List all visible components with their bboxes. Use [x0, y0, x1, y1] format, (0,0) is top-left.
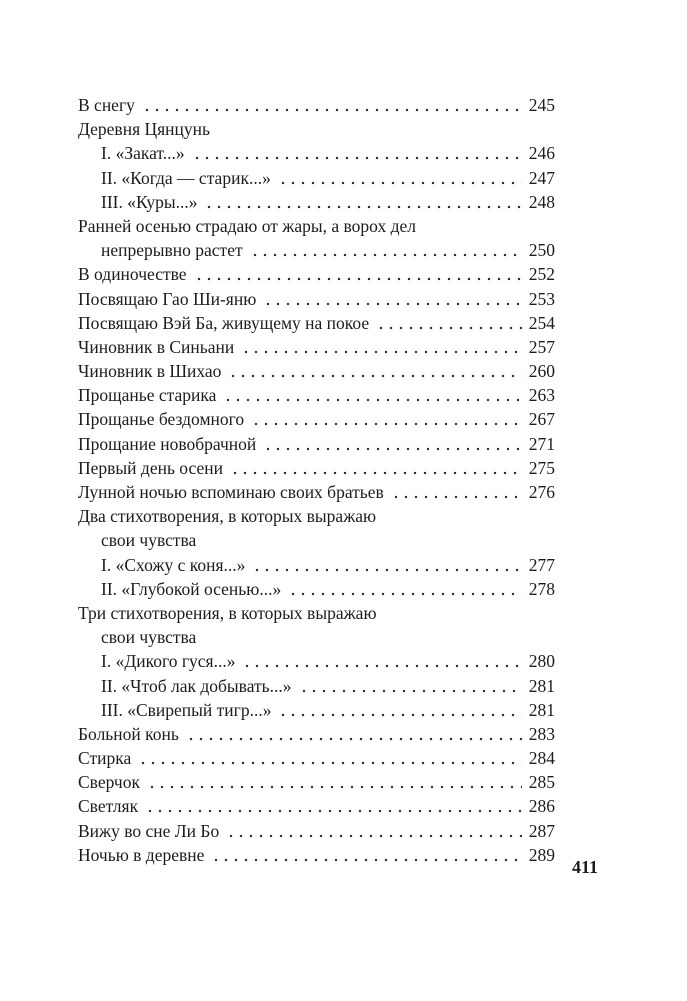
- dot-leader: [230, 456, 522, 480]
- dot-leader: [391, 480, 522, 504]
- toc-entry-title: I. «Дикого гуся...»: [101, 651, 236, 672]
- dot-leader: [252, 553, 521, 577]
- toc-entry-title: Ночью в деревне: [78, 844, 205, 865]
- toc-entry-title: Лунной ночью вспоминаю своих братьев: [78, 482, 384, 502]
- toc-entry-title: II. «Когда — старик...»: [101, 167, 271, 188]
- toc-entry: [78, 819, 555, 843]
- table-of-contents: [78, 93, 555, 867]
- toc-entry-page: 245: [528, 95, 555, 115]
- toc-entry-page: 260: [528, 361, 555, 382]
- toc-entry-title: В снегу: [78, 95, 135, 115]
- toc-entry: [78, 722, 555, 746]
- toc-entry-title: Прощанье старика: [78, 385, 217, 406]
- toc-entry: [78, 141, 555, 165]
- toc-entry: [78, 262, 555, 286]
- toc-entry-title: III. «Куры...»: [101, 191, 198, 212]
- toc-entry: [78, 432, 555, 456]
- toc-entry-title: Первый день осени: [78, 457, 223, 478]
- page-number: 411: [572, 857, 599, 877]
- toc-entry: [78, 794, 555, 818]
- toc-entry: [78, 770, 555, 794]
- toc-entry-title: II. «Чтоб лак добывать...»: [101, 675, 292, 696]
- toc-entry-page: 254: [528, 312, 555, 333]
- toc-entry-page: 278: [528, 578, 555, 599]
- toc-entry-title: Посвящаю Вэй Ба, живущему на покое: [78, 312, 370, 333]
- dot-leader: [263, 287, 521, 311]
- toc-entry-page: 250: [528, 240, 555, 261]
- toc-entry: [78, 190, 555, 214]
- dot-leader: [194, 262, 522, 286]
- dot-leader: [145, 794, 522, 818]
- toc-entry-title: I. «Схожу с коня...»: [101, 554, 246, 575]
- toc-entry: [78, 746, 555, 770]
- toc-entry-page: 263: [528, 385, 555, 406]
- toc-entry: [78, 238, 555, 262]
- dot-leader: [251, 407, 522, 431]
- toc-entry-title: Чиновник в Синьани: [78, 336, 235, 357]
- toc-entry: [78, 214, 555, 238]
- toc-entry: [78, 843, 555, 867]
- toc-entry-page: 276: [528, 482, 555, 502]
- dot-leader: [299, 674, 522, 698]
- toc-entry-page: 281: [528, 675, 555, 696]
- dot-leader: [250, 238, 522, 262]
- dot-leader: [288, 577, 522, 601]
- toc-entry-title: I. «Закат...»: [101, 143, 185, 164]
- dot-leader: [147, 770, 522, 794]
- toc-entry: [78, 383, 555, 407]
- toc-entry-title: непрерывно растет: [101, 240, 243, 261]
- toc-entry-page: 277: [528, 554, 555, 575]
- toc-entry: [78, 698, 555, 722]
- dot-leader: [142, 93, 522, 117]
- toc-entry: [78, 649, 555, 673]
- toc-entry: [78, 166, 555, 190]
- dot-leader: [278, 698, 521, 722]
- toc-entry-title: Ранней осенью страдаю от жары, а ворох дел: [78, 215, 417, 236]
- toc-entry: [78, 601, 555, 625]
- toc-entry: [78, 335, 555, 359]
- toc-entry-page: 286: [528, 796, 555, 817]
- dot-leader: [263, 432, 521, 456]
- toc-entry-title: Больной конь: [78, 723, 179, 744]
- toc-entry-title: свои чувства: [101, 627, 197, 648]
- toc-entry-title: Прощанье бездомного: [78, 409, 245, 430]
- dot-leader: [228, 359, 521, 383]
- toc-entry-title: Вижу во сне Ли Бо: [78, 820, 220, 841]
- toc-entry-page: 285: [528, 772, 555, 793]
- toc-entry-page: 287: [528, 820, 555, 841]
- toc-entry: [78, 528, 555, 552]
- toc-entry-title: Посвящаю Гао Ши-яню: [78, 288, 257, 309]
- toc-entry-title: III. «Свирепый тигр...»: [101, 699, 272, 720]
- toc-entry-page: 281: [528, 699, 555, 720]
- toc-entry-title: II. «Глубокой осенью...»: [101, 578, 282, 599]
- dot-leader: [278, 166, 522, 190]
- dot-leader: [138, 746, 522, 770]
- toc-entry-title: Прощание новобрачной: [78, 433, 257, 454]
- dot-leader: [242, 649, 521, 673]
- toc-entry-page: 252: [528, 264, 555, 285]
- toc-entry: [78, 93, 555, 117]
- toc-entry: [78, 287, 555, 311]
- toc-entry: [78, 407, 555, 431]
- toc-entry-title: Два стихотворения, в которых выражаю: [78, 506, 377, 527]
- toc-entry-title: Три стихотворения, в которых выражаю: [78, 602, 377, 623]
- toc-entry-page: 248: [528, 191, 555, 212]
- toc-entry: [78, 117, 555, 141]
- toc-entry: [78, 456, 555, 480]
- toc-entry-page: 246: [528, 143, 555, 164]
- toc-entry: [78, 359, 555, 383]
- toc-entry-page: 267: [528, 409, 555, 430]
- toc-entry: [78, 311, 555, 335]
- dot-leader: [223, 383, 521, 407]
- toc-entry-title: Сверчок: [78, 772, 140, 793]
- toc-entry-page: 280: [528, 651, 555, 672]
- toc-entry-page: 253: [528, 288, 555, 309]
- toc-entry-page: 283: [528, 723, 555, 744]
- toc-entry-page: 257: [528, 336, 555, 357]
- toc-entry: [78, 553, 555, 577]
- toc-entry-title: Деревня Цянцунь: [78, 119, 211, 140]
- toc-entry-title: В одиночестве: [78, 264, 187, 285]
- toc-entry-page: 284: [528, 748, 555, 769]
- toc-entry-title: Светляк: [78, 796, 139, 817]
- toc-entry-page: 289: [528, 844, 555, 865]
- toc-entry-page: 275: [528, 457, 555, 478]
- dot-leader: [211, 843, 521, 867]
- dot-leader: [241, 335, 522, 359]
- toc-entry: [78, 625, 555, 649]
- dot-leader: [186, 722, 522, 746]
- dot-leader: [226, 819, 522, 843]
- toc-entry: [78, 480, 555, 504]
- dot-leader: [192, 141, 522, 165]
- toc-entry: [78, 577, 555, 601]
- dot-leader: [204, 190, 521, 214]
- toc-entry-title: Чиновник в Шихао: [78, 361, 222, 382]
- toc-entry: [78, 504, 555, 528]
- toc-entry-page: 247: [528, 167, 555, 188]
- toc-entry: [78, 674, 555, 698]
- toc-entry-title: Стирка: [78, 748, 132, 769]
- toc-entry-title: свои чувства: [101, 530, 197, 551]
- dot-leader: [376, 311, 522, 335]
- toc-entry-page: 271: [528, 433, 555, 454]
